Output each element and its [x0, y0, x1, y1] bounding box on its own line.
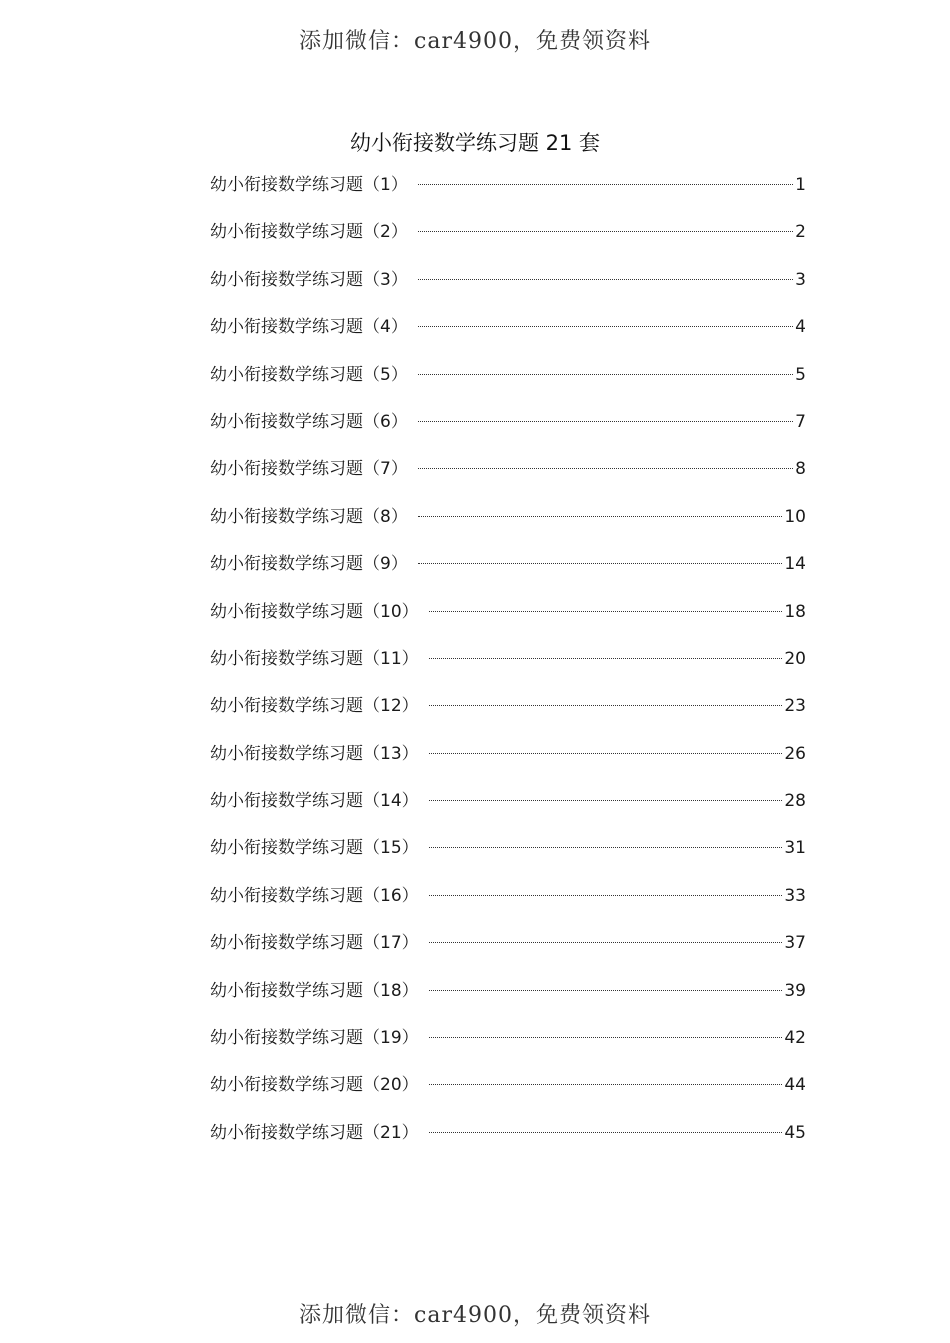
toc-dot-leader: [418, 421, 793, 422]
toc-entry-label: 幼小衔接数学练习题（3）: [210, 269, 408, 290]
toc-entry-label: 幼小衔接数学练习题（2）: [210, 222, 408, 243]
toc-entry-page-number: 44: [784, 1075, 806, 1096]
toc-dot-leader: [418, 374, 793, 375]
toc-entry-page-number: 31: [784, 838, 806, 859]
toc-entry-page-number: 18: [784, 601, 806, 622]
toc-entry[interactable]: [210, 454, 806, 501]
toc-entry[interactable]: [210, 1118, 806, 1165]
toc-entry[interactable]: [210, 786, 806, 833]
toc-entry[interactable]: [210, 928, 806, 975]
toc-entry-label: 幼小衔接数学练习题（17）: [210, 933, 419, 954]
toc-entry-label: 幼小衔接数学练习题（5）: [210, 364, 408, 385]
toc-dot-leader: [429, 990, 783, 991]
toc-entry-page-number: 37: [784, 933, 806, 954]
toc-entry-label: 幼小衔接数学练习题（19）: [210, 1028, 419, 1049]
toc-entry[interactable]: [210, 881, 806, 928]
toc-entry-page-number: 26: [784, 743, 806, 764]
toc-entry-label: 幼小衔接数学练习题（12）: [210, 696, 419, 717]
toc-entry-label: 幼小衔接数学练习题（21）: [210, 1122, 419, 1143]
toc-dot-leader: [429, 1037, 783, 1038]
toc-entry-label: 幼小衔接数学练习题（16）: [210, 885, 419, 906]
toc-entry-page-number: 10: [784, 506, 806, 527]
toc-entry-label: 幼小衔接数学练习题（1）: [210, 175, 408, 195]
toc-dot-leader: [429, 611, 783, 612]
toc-dot-leader: [418, 231, 793, 232]
toc-dot-leader: [429, 753, 783, 754]
toc-entry[interactable]: [210, 1070, 806, 1117]
footer-watermark: 添加微信：car4900，免费领资料: [299, 1303, 651, 1328]
toc-entry[interactable]: [210, 1023, 806, 1070]
table-of-contents: [210, 170, 806, 1165]
toc-entry-label: 幼小衔接数学练习题（13）: [210, 743, 419, 764]
toc-entry[interactable]: [210, 644, 806, 691]
toc-dot-leader: [429, 895, 783, 896]
toc-entry-page-number: 23: [784, 696, 806, 717]
toc-entry-page-number: 28: [784, 791, 806, 812]
toc-entry-page-number: 45: [784, 1122, 806, 1143]
toc-dot-leader: [418, 326, 793, 327]
header-watermark: 添加微信：car4900，免费领资料: [299, 29, 651, 54]
toc-entry-label: 幼小衔接数学练习题（18）: [210, 980, 419, 1001]
toc-dot-leader: [429, 1084, 783, 1085]
toc-entry-page-number: 20: [784, 648, 806, 669]
toc-dot-leader: [429, 658, 783, 659]
document-title: 幼小衔接数学练习题 21 套: [349, 131, 601, 155]
toc-entry-label: 幼小衔接数学练习题（6）: [210, 411, 408, 432]
toc-entry-page-number: 2: [795, 222, 806, 243]
toc-entry-page-number: 7: [795, 411, 806, 432]
toc-entry[interactable]: [210, 170, 806, 217]
toc-entry-label: 幼小衔接数学练习题（8）: [210, 506, 408, 527]
toc-entry-label: 幼小衔接数学练习题（11）: [210, 648, 419, 669]
toc-entry-label: 幼小衔接数学练习题（14）: [210, 791, 419, 812]
toc-entry-label: 幼小衔接数学练习题（9）: [210, 554, 408, 575]
toc-dot-leader: [429, 705, 783, 706]
toc-entry[interactable]: [210, 691, 806, 738]
toc-entry-label: 幼小衔接数学练习题（4）: [210, 317, 408, 338]
toc-dot-leader: [429, 942, 783, 943]
toc-entry[interactable]: [210, 360, 806, 407]
toc-entry-label: 幼小衔接数学练习题（7）: [210, 459, 408, 480]
toc-entry[interactable]: [210, 597, 806, 644]
toc-entry-page-number: 8: [795, 459, 806, 480]
toc-entry[interactable]: [210, 217, 806, 264]
toc-entry[interactable]: [210, 549, 806, 596]
toc-entry-page-number: 33: [784, 885, 806, 906]
toc-entry[interactable]: [210, 312, 806, 359]
toc-dot-leader: [418, 279, 793, 280]
toc-dot-leader: [418, 468, 793, 469]
toc-entry[interactable]: [210, 407, 806, 454]
toc-entry-page-number: 5: [795, 364, 806, 385]
toc-entry[interactable]: [210, 976, 806, 1023]
toc-entry[interactable]: [210, 502, 806, 549]
toc-entry-label: 幼小衔接数学练习题（10）: [210, 601, 419, 622]
toc-entry-page-number: 42: [784, 1028, 806, 1049]
toc-entry-page-number: 3: [795, 269, 806, 290]
toc-entry-label: 幼小衔接数学练习题（20）: [210, 1075, 419, 1096]
toc-entry[interactable]: [210, 739, 806, 786]
toc-dot-leader: [418, 516, 783, 517]
toc-dot-leader: [429, 800, 783, 801]
toc-dot-leader: [429, 1132, 783, 1133]
toc-entry-label: 幼小衔接数学练习题（15）: [210, 838, 419, 859]
toc-entry[interactable]: [210, 265, 806, 312]
toc-dot-leader: [418, 184, 793, 185]
toc-entry[interactable]: [210, 833, 806, 880]
toc-dot-leader: [429, 847, 783, 848]
toc-dot-leader: [418, 563, 783, 564]
toc-entry-page-number: 14: [784, 554, 806, 575]
toc-entry-page-number: 4: [795, 317, 806, 338]
toc-entry-page-number: 1: [795, 175, 806, 195]
toc-entry-page-number: 39: [784, 980, 806, 1001]
